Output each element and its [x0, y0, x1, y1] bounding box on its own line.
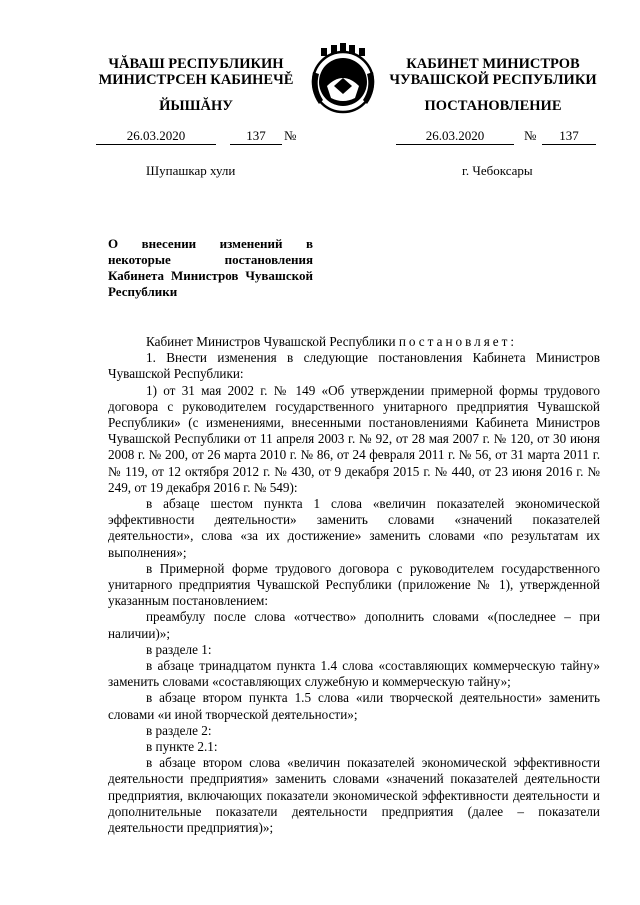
paragraph: в абзаце тринадцатом пункта 1.4 слова «составляющих коммерческую тайну» заменить словами «составляющих служебную и коммерческую тайну»; — [108, 658, 600, 690]
place-russian: г. Чебоксары — [462, 163, 533, 178]
number-sign-right: № — [524, 128, 537, 143]
header-left — [96, 56, 296, 88]
number-sign-left: № — [284, 128, 297, 143]
paragraph: в Примерной форме трудового договора с руководителем государственного унитарного предприятия Чувашской Республики (приложение № 1), утвержденной указанным постановлением: — [108, 560, 600, 609]
header-right — [388, 56, 598, 88]
place-chuvash: Шупашкар хули — [146, 163, 236, 178]
registration-left — [96, 128, 316, 146]
paragraph: в разделе 1: — [146, 641, 212, 657]
paragraph: в разделе 2: — [146, 722, 212, 738]
number-left: 137 — [230, 128, 282, 145]
date-left: 26.03.2020 — [96, 128, 216, 145]
paragraph: в абзаце шестом пункта 1 слова «величин показателей экономической эффективности деятельности» заменить словами «значений показателей деятельности», слова «за их достижение» заменить словами «по результатам их выполнения»; — [108, 496, 600, 560]
doc-type-chuvash: ЙЫШĂНУ — [159, 98, 233, 114]
header-right-line1: КАБИНЕТ МИНИСТРОВ — [406, 56, 580, 72]
paragraph: преамбулу после слова «отчество» дополнить словами «(последнее – при наличии)»; — [108, 609, 600, 641]
header-left-line2: МИНИСТРСЕН КАБИНЕЧĚ — [98, 72, 294, 88]
header-right-line2: ЧУВАШСКОЙ РЕСПУБЛИКИ — [389, 72, 597, 88]
number-right: 137 — [542, 128, 596, 145]
preamble-verb: постановляет: — [398, 334, 518, 349]
paragraph: в абзаце втором слова «величин показателей экономической эффективности деятельности предприятия» заменить словами «значений показателей деятельности предприятия, включающих показатели экономической эффективности деятельности и дополнительные показатели деятельности предприятия (далее – показатели деятельности предприятия)»; — [108, 755, 600, 836]
preamble-prefix: Кабинет Министров Чувашской Республики — [146, 334, 396, 349]
paragraph: 1. Внести изменения в следующие постановления Кабинета Министров Чувашской Республики: — [108, 350, 600, 382]
document-subject: О внесении изменений в некоторые постановления Кабинета Министров Чувашской Республики — [108, 236, 313, 299]
paragraph: в абзаце втором пункта 1.5 слова «или творческой деятельности» заменить словами «и иной творческой деятельности»; — [108, 690, 600, 722]
document-body — [108, 334, 600, 836]
paragraph: в пункте 2.1: — [146, 739, 218, 755]
preamble — [108, 334, 600, 350]
date-right: 26.03.2020 — [396, 128, 514, 145]
coat-of-arms-emblem — [307, 42, 379, 120]
paragraph: 1) от 31 мая 2002 г. № 149 «Об утверждении примерной формы трудового договора с руководителем государственного унитарного предприятия Чувашской Республики» (с изменениями, внесенными постановлениями Кабинета Министров Чувашской Республики от 11 апреля 2003 г. № 92, от 28 мая 2007 г. № 120, от 30 июня 2008 г. № 200, от 26 марта 2010 г. № 86, от 24 февраля 2011 г. № 56, от 31 марта 2011 г. № 119, от 12 октября 2012 г. № 430, от 9 декабря 2015 г. № 440, от 23 июня 2016 г. № 249, от 19 декабря 2016 г. № 549): — [108, 382, 600, 495]
header-left-line1: ЧĂВАШ РЕСПУБЛИКИН — [108, 56, 284, 72]
doc-type-russian: ПОСТАНОВЛЕНИЕ — [424, 98, 562, 114]
registration-right — [396, 128, 606, 146]
